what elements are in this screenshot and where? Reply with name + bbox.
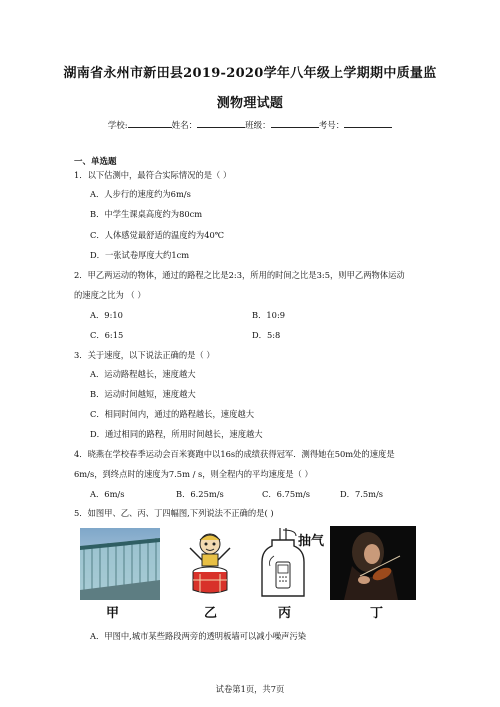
section-title: 一、单选题 — [74, 157, 117, 167]
question-4-line2: 6m/s，到终点时的速度为7.5m / s，则全程内的平均速度是（ ） — [74, 469, 313, 479]
q5-option-a: A．甲图中,城市某些路段两旁的透明板墙可以减小噪声污染 — [90, 631, 307, 641]
violinist-image — [330, 526, 416, 600]
q1-option-d: D．一张试卷厚度大约1cm — [90, 250, 190, 260]
question-1: 1．以下估测中，最符合实际情况的是（ ） — [74, 170, 232, 180]
q2-option-c: C．6:15 — [90, 330, 124, 340]
exam-title-line1: 湖南省永州市新田县2019-2020学年八年级上学期期中质量监 — [63, 66, 437, 81]
figure-vacuum-jar — [258, 526, 328, 621]
class-label: 班级： — [245, 121, 271, 131]
q4-option-b: B．6.25m/s — [176, 489, 224, 499]
q4-option-c: C．6.75m/s — [262, 489, 311, 499]
q1-option-c: C．人体感觉最舒适的温度约为40℃ — [90, 230, 225, 240]
q4-option-d: D．7.5m/s — [340, 489, 384, 499]
figure-label-jia: 甲 — [106, 606, 120, 621]
q2-option-d: D．5:8 — [252, 330, 281, 340]
q2-option-b: B．10:9 — [252, 310, 286, 320]
q2-option-a: A．9:10 — [90, 310, 123, 320]
q3-option-a: A．运动路程越长，速度越大 — [90, 369, 196, 379]
figure-noise-barrier — [80, 528, 160, 621]
question-2-line2: 的速度之比为 （ ） — [74, 290, 146, 300]
page-footer: 试卷第1页，共7页 — [215, 684, 285, 694]
number-label: 考号： — [318, 121, 345, 131]
drummer-image — [180, 530, 240, 600]
q3-option-c: C．相同时间内，通过的路程越长，速度越大 — [90, 409, 254, 419]
q3-option-d: D．通过相同的路程，所用时间越长，速度越大 — [90, 429, 263, 439]
school-label: 学校: — [107, 121, 128, 131]
question-2-line1: 2．甲乙两运动的物体，通过的路程之比是2:3，所用的时间之比是3:5，则甲乙两物体运动 — [74, 270, 405, 280]
q4-option-a: A．6m/s — [90, 489, 125, 499]
figure-drummer — [180, 530, 240, 621]
exam-title-line2: 测物理试题 — [216, 96, 284, 111]
figure-violinist — [330, 526, 420, 621]
student-info-line — [0, 118, 500, 131]
noise-barrier-image — [80, 528, 160, 600]
school-blank — [128, 118, 172, 128]
name-blank — [197, 118, 245, 128]
question-4-line1: 4．晓燕在学校春季运动会百米赛跑中以16s的成绩获得冠军．测得她在50m处的速度是 — [74, 449, 395, 459]
figure-label-ding: 丁 — [370, 606, 384, 621]
q1-option-b: B．中学生课桌高度约为80cm — [90, 209, 203, 219]
question-5: 5．如图甲、乙、丙、丁四幅图,下列说法不正确的是( ) — [74, 508, 274, 518]
q3-option-b: B．运动时间越短，速度越大 — [90, 389, 196, 399]
number-blank — [344, 118, 392, 128]
name-label: 姓名： — [171, 121, 198, 131]
question-3: 3．关于速度，以下说法正确的是（ ） — [74, 350, 215, 360]
class-blank — [271, 118, 319, 128]
figure-label-yi: 乙 — [204, 606, 218, 621]
figure-label-bing: 丙 — [278, 606, 292, 621]
q1-option-a: A．人步行的速度约为6m/s — [90, 189, 191, 199]
pump-label: 抽气 — [298, 534, 325, 549]
